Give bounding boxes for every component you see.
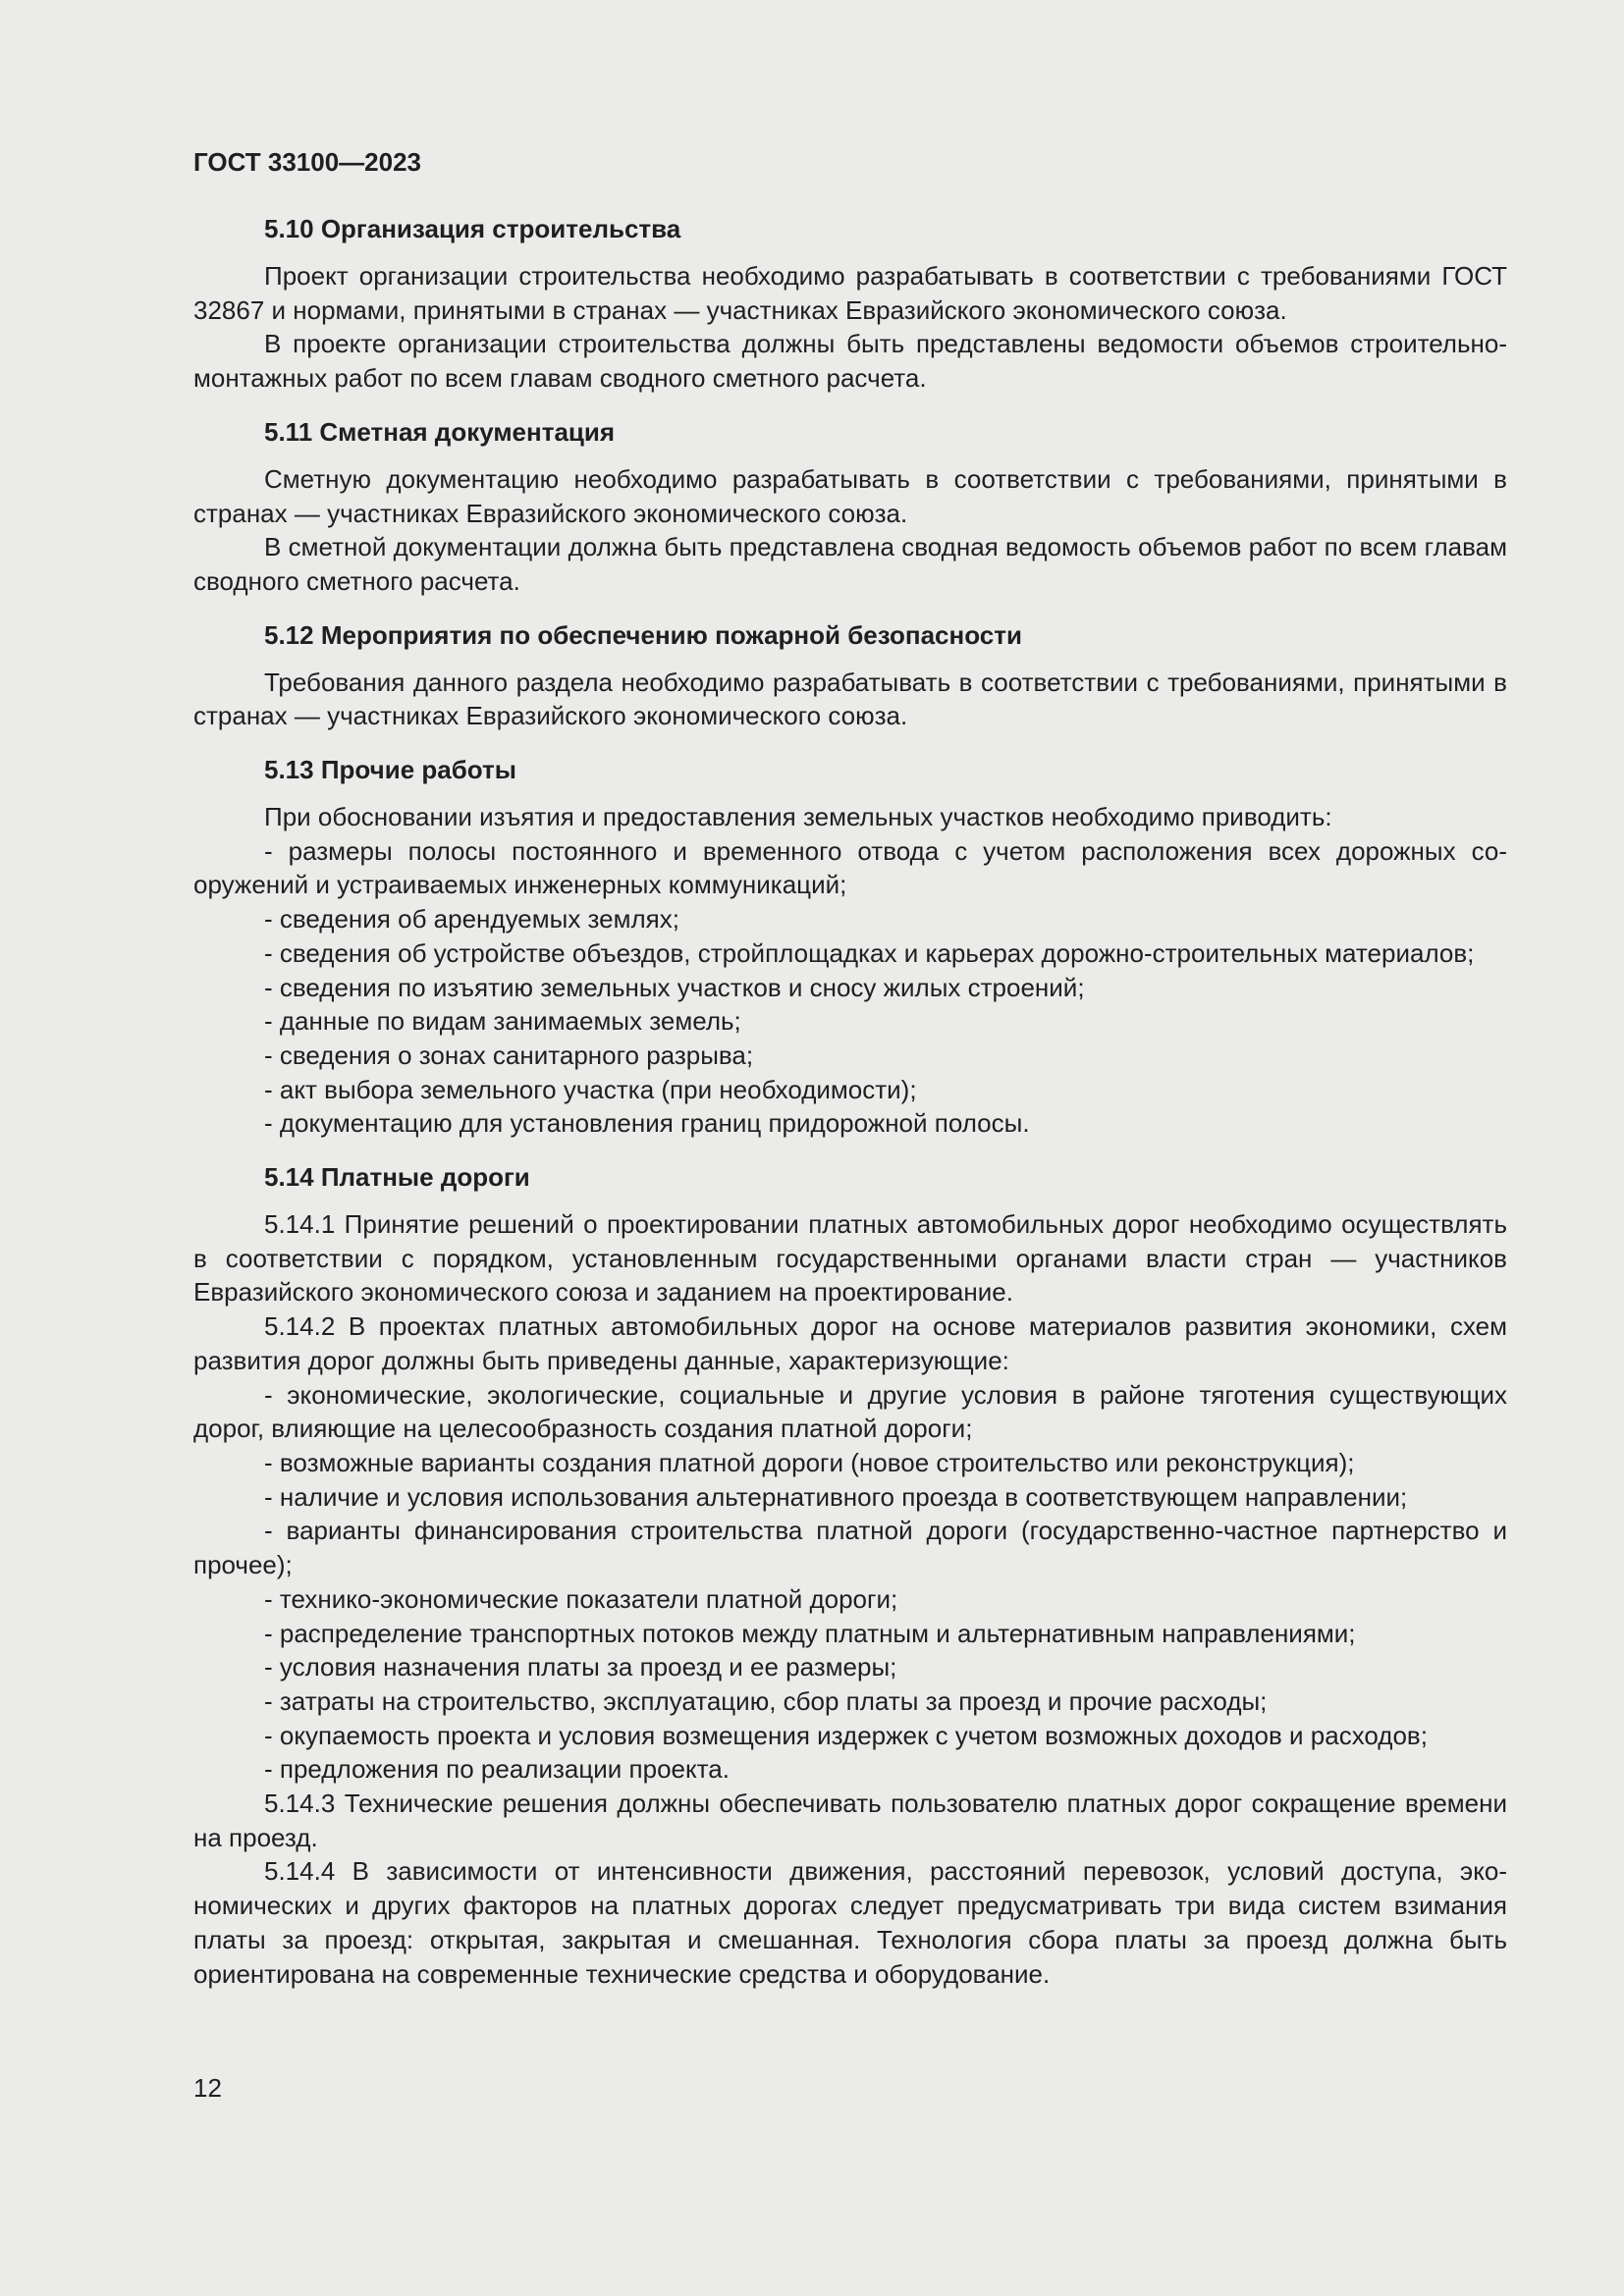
list-item: - варианты финансирования строительства платной дороги (государственно-частное партнерство и прочее); [193,1516,1507,1580]
list-item: - размеры полосы постоянного и временного отвода с учетом расположения всех дорожных сооружений и устраиваемых инженерных коммуникаций; [193,835,1507,900]
list-item: - сведения по изъятию земельных участков и сносу жилых строений; [264,972,1085,1002]
section-heading: 5.11 Сметная документация [264,416,616,447]
list-item: - экономические, экологические, социальные и другие условия в районе тяготения существующих дорог, влияющие на целесообразность создания платной дороги; [193,1379,1507,1444]
list-item: - сведения об устройстве объездов, стройплощадках и карьерах дорожно-строительных материалов; [264,937,1475,968]
section-heading: 5.10 Организация строительства [264,214,681,243]
section-5-12 [193,618,1507,733]
list-item: - документацию для установления границ придорожной полосы. [264,1108,1030,1139]
paragraph: 5.14.3 Технические решения должны обеспечивать пользователю платных дорог сокращение времени на проезд. [193,1789,1507,1852]
paragraph: 5.14.1 Принятие решений о проектировании платных автомобильных дорог необходимо осуществлять в соответствии с порядком, установленным государственными органами власти стран — участников Евразийского экономического союза и заданием на проектирование. [193,1209,1507,1308]
section-5-14 [193,1160,1507,1991]
section-5-13 [193,753,1507,1141]
section-5-11 [193,415,1507,599]
paragraph: При обосновании изъятия и предоставления земельных участков необходимо приводить: [264,802,1332,832]
page-number: 12 [193,2073,222,2103]
paragraph: Требования данного раздела необходимо разрабатывать в соответствии с требованиями, принятыми в странах — участниках Евразийского экономического союза. [193,667,1507,731]
section-heading: 5.13 Прочие работы [264,755,516,785]
paragraph: 5.14.2 В проектах платных автомобильных дорог на основе материалов развития экономики, схем развития дорог должны быть приведены данные, характеризующие: [193,1311,1507,1375]
list-item: - акт выбора земельного участка (при необходимости); [264,1074,917,1104]
list-item: - распределение транспортных потоков между платным и альтернативным направлениями; [264,1618,1356,1648]
paragraph: 5.14.4 В зависимости от интенсивности движения, расстояний перевозок, условий доступа, экономических и других факторов на платных дорогах следует предусматривать три вида систем взимания платы за проезд: открытая, закрытая и смешанная. Технология сбора платы за проезд должна быть ориентирована на современные технические средства и оборудование. [193,1856,1507,1989]
section-heading: 5.14 Платные дороги [264,1162,530,1193]
list-item: - затраты на строительство, эксплуатацию, сбор платы за проезд и прочие расходы; [264,1685,1268,1716]
list-item: - предложения по реализации проекта. [264,1754,730,1785]
list-item: - данные по видам занимаемых земель; [264,1006,741,1037]
document-page [193,145,1507,2010]
list-item: - возможные варианты создания платной дороги (новое строительство или реконструкция); [264,1447,1355,1477]
list-item: - условия назначения платы за проезд и ее размеры; [264,1652,897,1682]
section-heading: 5.12 Мероприятия по обеспечению пожарной безопасности [264,619,1022,650]
paragraph: Проект организации строительства необходимо разрабатывать в соответствии с требованиями ГОСТ 32867 и нормами, принятыми в странах — участниках Евразийского экономического союза. [193,261,1507,325]
list-item: - технико-экономические показатели платной дороги; [264,1583,898,1614]
section-5-10 [193,212,1507,396]
list-item: - наличие и условия использования альтернативного проезда в соответствующем направлении; [264,1481,1408,1512]
paragraph: В сметной документации должна быть представлена сводная ведомость объемов работ по всем главам сводного сметного расчета. [193,532,1507,596]
paragraph: Сметную документацию необходимо разрабатывать в соответствии с требованиями, принятыми в странах — участниках Евразийского экономического союза. [193,463,1507,528]
list-item: - окупаемость проекта и условия возмещения издержек с учетом возможных доходов и расходов; [264,1720,1428,1750]
list-item: - сведения о зонах санитарного разрыва; [264,1040,754,1070]
document-header: ГОСТ 33100—2023 [193,147,421,177]
paragraph: В проекте организации строительства должны быть представлены ведомости объемов строительно-монтажных работ по всем главам сводного сметного расчета. [193,329,1507,394]
list-item: - сведения об арендуемых землях; [264,904,679,934]
